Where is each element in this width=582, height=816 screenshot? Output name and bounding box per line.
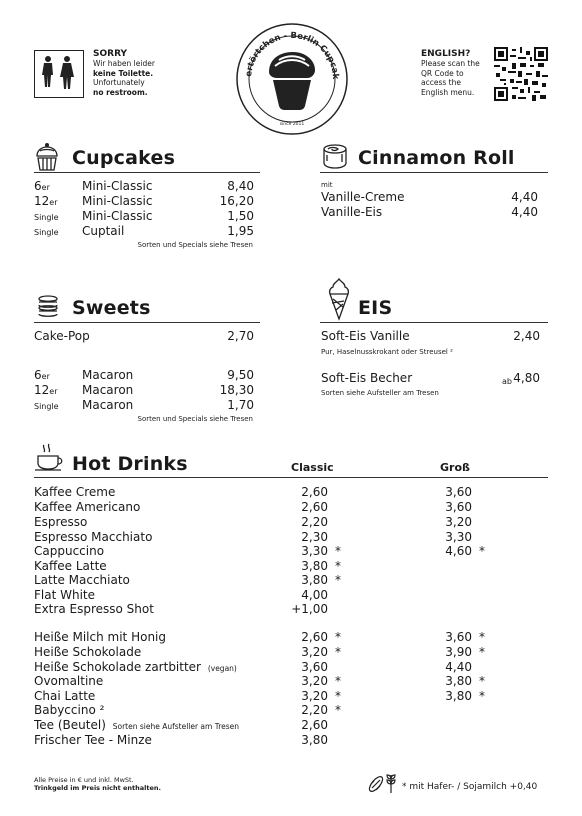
divider [34,477,548,478]
column-header-classic: Classic [291,461,334,474]
gross-price: 3,80 [445,674,472,688]
classic-price: 3,20 [301,689,328,703]
list-item [34,224,254,240]
logo [235,22,349,136]
item-price: 18,30 [219,383,254,397]
gross-price: 3,80 [445,689,472,703]
footer-note [34,776,161,792]
divider [320,322,548,323]
table-row [34,500,534,515]
list-item [34,368,254,384]
table-row [34,573,534,588]
footer-line: Trinkgeld im Preis nicht enthalten. [34,784,162,792]
classic-star: * [335,645,341,659]
list-item [321,371,540,386]
item-name: Macaron [82,383,134,397]
vegan-milk-icon [366,772,398,794]
classic-price: 2,60 [301,485,328,499]
classic-price: +1,00 [291,602,328,616]
classic-star: * [335,544,341,558]
drink-name: Heiße Milch mit Honig [34,630,166,644]
sorry-title: SORRY [93,49,128,59]
item-price: 1,50 [227,209,254,223]
section-title-eis: EIS [358,297,393,319]
list-item [34,209,254,225]
item-name: Mini-Classic [82,179,153,193]
table-row [34,588,534,603]
drink-extra: (vegan) [207,664,237,673]
classic-price: 2,60 [301,500,328,514]
item-price: 8,40 [227,179,254,193]
gross-price: 3,60 [445,485,472,499]
classic-star: * [335,703,341,717]
item-price: 2,70 [227,329,254,343]
cupcake-icon [34,142,60,172]
list-item [34,383,254,399]
drink-name: Ovomaltine [34,674,104,688]
logo-since: since 2011 [279,122,305,127]
drink-name: Kaffee Americano [34,500,141,514]
qty-unit: er [41,183,50,192]
sorry-notice [93,49,155,97]
item-price: 1,70 [227,398,254,412]
gross-price: 3,30 [445,530,472,544]
drink-name: Frischer Tee - Minze [34,733,152,747]
divider [34,322,260,323]
qty-unit: er [49,387,58,396]
qty: 12 [34,194,50,208]
gross-star: * [479,674,485,688]
item-price: 2,40 [513,329,540,343]
qty: Single [34,213,59,222]
classic-star: * [335,630,341,644]
classic-price: 3,20 [301,645,328,659]
divider [34,172,260,173]
item-name: Macaron [82,398,134,412]
item-name: Macaron [82,368,134,382]
drink-name: Kaffee Creme [34,485,116,499]
gross-price: 3,60 [445,500,472,514]
qty: Single [34,402,59,411]
classic-price: 3,80 [301,573,328,587]
gross-price: 3,90 [445,645,472,659]
drink-name: Kaffee Latte [34,559,107,573]
item-price: 4,80 [513,371,540,385]
restroom-icon [34,50,84,98]
list-item [321,329,540,344]
gross-star: * [479,689,485,703]
list-item [321,190,538,205]
qty-unit: er [49,198,58,207]
english-line: English menu. [421,87,475,97]
item-price: 9,50 [227,368,254,382]
item-name: Mini-Classic [82,194,153,208]
classic-star: * [335,573,341,587]
item-name: Mini-Classic [82,209,153,223]
drink-name: Cappuccino [34,544,105,558]
english-line: access the [421,78,461,87]
column-header-gross: Groß [440,461,470,474]
table-row [34,703,534,718]
table-row [34,602,534,617]
drink-name: Chai Latte [34,689,96,703]
classic-price: 2,30 [301,530,328,544]
list-item [34,398,254,414]
table-row [34,733,534,748]
section-title-sweets: Sweets [72,297,151,319]
drink-name: Espresso [34,515,88,529]
item-name: Soft-Eis Becher [321,371,413,385]
classic-price: 2,60 [301,718,328,732]
ice-cream-icon [328,277,350,321]
qty: Single [34,228,59,237]
table-row [34,544,534,559]
classic-star: * [335,559,341,573]
classic-star: * [335,689,341,703]
sorry-line: Wir haben leider [93,59,155,68]
english-notice [421,49,480,97]
drink-name: Tee (Beutel) [34,718,106,732]
item-price: 16,20 [219,194,254,208]
table-row [34,530,534,545]
table-row [34,645,534,660]
classic-star: * [335,674,341,688]
drink-name: Flat White [34,588,96,602]
table-row [34,718,534,734]
english-line: Please scan the [421,59,480,68]
english-line: QR Code to [421,68,464,78]
logo-text: ertörtchen - Berlin Cupcak [244,30,341,80]
gross-price: 4,60 [445,544,472,558]
drink-extra: Sorten siehe Aufsteller am Tresen [112,722,240,731]
gross-price: 4,40 [445,660,472,674]
section-title-cupcakes: Cupcakes [72,147,176,169]
sorry-line: no restroom. [93,87,148,97]
item-note: Pur, Haselnusskrokant oder Streusel ² [321,348,453,356]
list-item [34,194,254,210]
sorry-line: Unfortunately [93,78,145,87]
gross-star: * [479,544,485,558]
table-row [34,485,534,500]
drink-name: Heiße Schokolade [34,645,142,659]
section-title-hot-drinks: Hot Drinks [72,453,188,475]
section-note: Sorten und Specials siehe Tresen [137,241,253,249]
drink-name: Heiße Schokolade zartbitter [34,660,201,674]
gross-star: * [479,630,485,644]
classic-price: 3,80 [301,733,328,747]
classic-price: 3,20 [301,674,328,688]
drink-name: Babyccino ² [34,703,105,717]
item-name: Vanille-Eis [321,205,383,219]
qr-code[interactable] [494,47,548,101]
coffee-cup-icon [34,443,66,473]
gross-price: 3,60 [445,630,472,644]
qty: 6 [34,368,42,382]
gross-price: 3,20 [445,515,472,529]
cinnamon-roll-icon [322,143,348,171]
item-note: Sorten siehe Aufsteller am Tresen [321,389,439,397]
section-title-cinnamon: Cinnamon Roll [358,147,515,169]
drink-name: Latte Macchiato [34,573,130,587]
table-row [34,689,534,704]
classic-price: 4,00 [301,588,328,602]
item-name: Soft-Eis Vanille [321,329,410,343]
table-row [34,559,534,574]
item-price: 4,40 [511,205,538,219]
table-row [34,674,534,689]
item-name: Cuptail [82,224,125,238]
sorry-line: keine Toilette. [93,68,154,78]
classic-price: 3,30 [301,544,328,558]
drink-name: Espresso Macchiato [34,530,153,544]
gross-star: * [479,645,485,659]
table-row [34,515,534,530]
classic-price: 2,20 [301,703,328,717]
macaron-icon [36,292,60,318]
table-row [34,630,534,645]
item-name: Vanille-Creme [321,190,405,204]
prefix-label: mit [321,181,333,189]
divider [320,172,548,173]
classic-price: 2,60 [301,630,328,644]
footer-milk-note: * mit Hafer- / Sojamilch +0,40 [402,782,538,792]
qty: 6 [34,179,42,193]
classic-price: 2,20 [301,515,328,529]
qty-unit: er [41,372,50,381]
drink-name: Extra Espresso Shot [34,602,154,616]
english-title: ENGLISH? [421,49,471,59]
price-prefix: ab [502,377,512,386]
item-name: Cake-Pop [34,329,90,343]
footer-line: Alle Preise in € und inkl. MwSt. [34,776,134,784]
list-item [321,205,538,220]
list-item [34,329,254,344]
qty: 12 [34,383,50,397]
item-price: 1,95 [227,224,254,238]
classic-price: 3,80 [301,559,328,573]
item-price: 4,40 [511,190,538,204]
classic-price: 3,60 [301,660,328,674]
list-item [34,179,254,195]
section-note: Sorten und Specials siehe Tresen [137,415,253,423]
